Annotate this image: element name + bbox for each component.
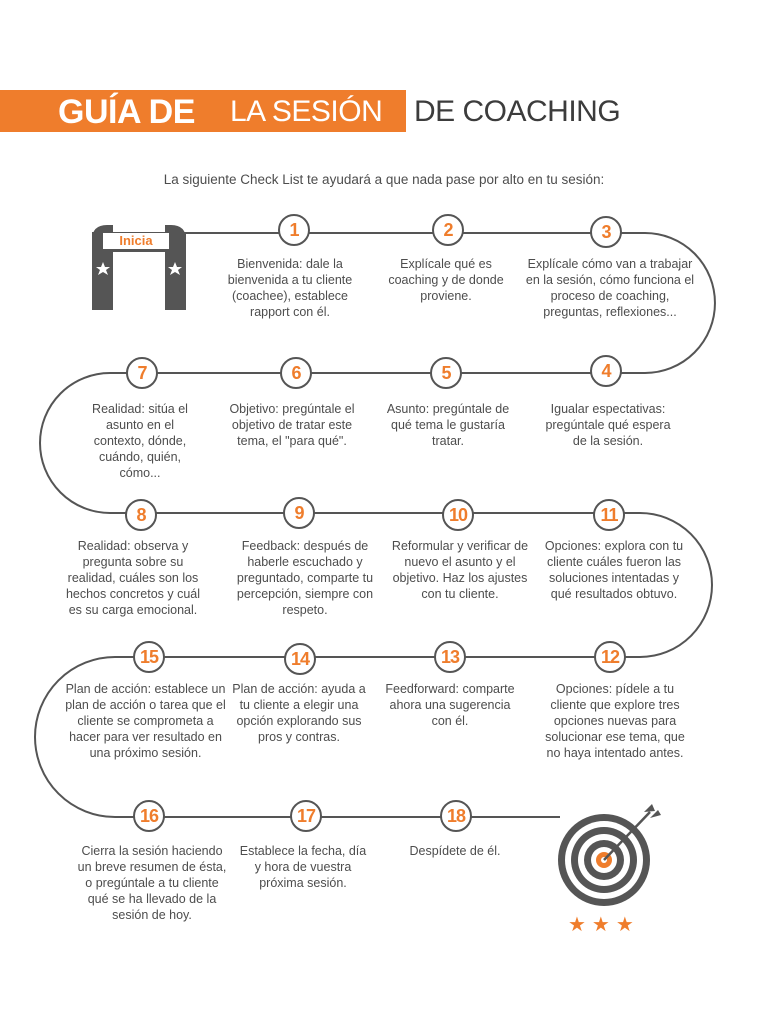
step-17-number: 17: [290, 800, 322, 832]
step-7-number: 7: [126, 357, 158, 389]
step-13-number: 13: [434, 641, 466, 673]
step-4-number: 4: [590, 355, 622, 387]
step-14-text: Plan de acción: ayuda a tu cliente a elegir una opción explorando sus pros y contras.: [232, 682, 366, 744]
step-4-text: Igualar espectativas: pregúntale qué espera de la sesión.: [545, 402, 671, 448]
step-1-text: Bienvenida: dale la bienvenida a tu cliente (coachee), establece rapport con él.: [227, 257, 353, 319]
step-7-text: Realidad: sitúa el asunto en el contexto, dónde, cuándo, quién, cómo...: [92, 402, 188, 480]
step-6-number: 6: [280, 357, 312, 389]
title-part-3: DE COACHING: [414, 95, 621, 128]
three-stars-icon: ★★★: [568, 914, 640, 936]
step-12-number: 12: [594, 641, 626, 673]
step-13-text: Feedforward: comparte ahora una sugerencia con él.: [385, 682, 515, 728]
step-5-text: Asunto: pregúntale de qué tema le gustaría tratar.: [386, 402, 510, 448]
step-2-text: Explícale qué es coaching y de donde proviene.: [388, 257, 504, 303]
step-14-number: 14: [284, 643, 316, 675]
step-12-text: Opciones: pídele a tu cliente que explore tres opciones nuevas para solucionar ese tema, que no haya intentado antes.: [545, 682, 685, 760]
step-15-number: 15: [133, 641, 165, 673]
step-2-number: 2: [432, 214, 464, 246]
step-11-text: Opciones: explora con tu cliente cuáles fueron las soluciones intentadas y qué resultados obtuvo.: [544, 539, 684, 601]
step-8-number: 8: [125, 499, 157, 531]
step-3-text: Explícale cómo van a trabajar en la sesión, cómo funciona el proceso de coaching, preguntas, reflexiones...: [525, 257, 695, 319]
subtitle: La siguiente Check List te ayudará a que nada pase por alto en tu sesión:: [163, 172, 605, 187]
step-18-text: Despídete de él.: [409, 844, 501, 858]
step-5-number: 5: [430, 357, 462, 389]
step-8-text: Realidad: observa y pregunta sobre su realidad, cuáles son los hechos concretos y cuál es su carga emocional.: [65, 539, 201, 617]
target-with-arrow-icon: [558, 804, 661, 906]
step-18-number: 18: [440, 800, 472, 832]
start-label: Inicia: [103, 233, 169, 249]
step-10-text: Reformular y verificar de nuevo el asunto y el objetivo. Haz los ajustes con tu cliente.: [391, 539, 529, 601]
step-6-text: Objetivo: pregúntale el objetivo de tratar este tema, el "para qué".: [229, 402, 355, 448]
step-9-text: Feedback: después de haberle escuchado y preguntado, comparte tu percepción, siempre con respeto.: [236, 539, 374, 617]
step-17-text: Establece la fecha, día y hora de vuestra próxima sesión.: [239, 844, 367, 890]
step-3-number: 3: [590, 216, 622, 248]
step-15-text: Plan de acción: establece un plan de acción o tarea que el cliente se comprometa a hacer para ver resultado en una próximo sesión.: [65, 682, 226, 760]
title-part-1: GUÍA DE: [58, 93, 195, 131]
step-16-text: Cierra la sesión haciendo un breve resumen de ésta, o pregúntale a tu cliente qué se ha llevado de la sesión de hoy.: [77, 844, 227, 922]
step-1-number: 1: [278, 214, 310, 246]
step-16-number: 16: [133, 800, 165, 832]
title-part-2: LA SESIÓN: [230, 95, 383, 128]
step-9-number: 9: [283, 497, 315, 529]
step-11-number: 11: [593, 499, 625, 531]
step-10-number: 10: [442, 499, 474, 531]
